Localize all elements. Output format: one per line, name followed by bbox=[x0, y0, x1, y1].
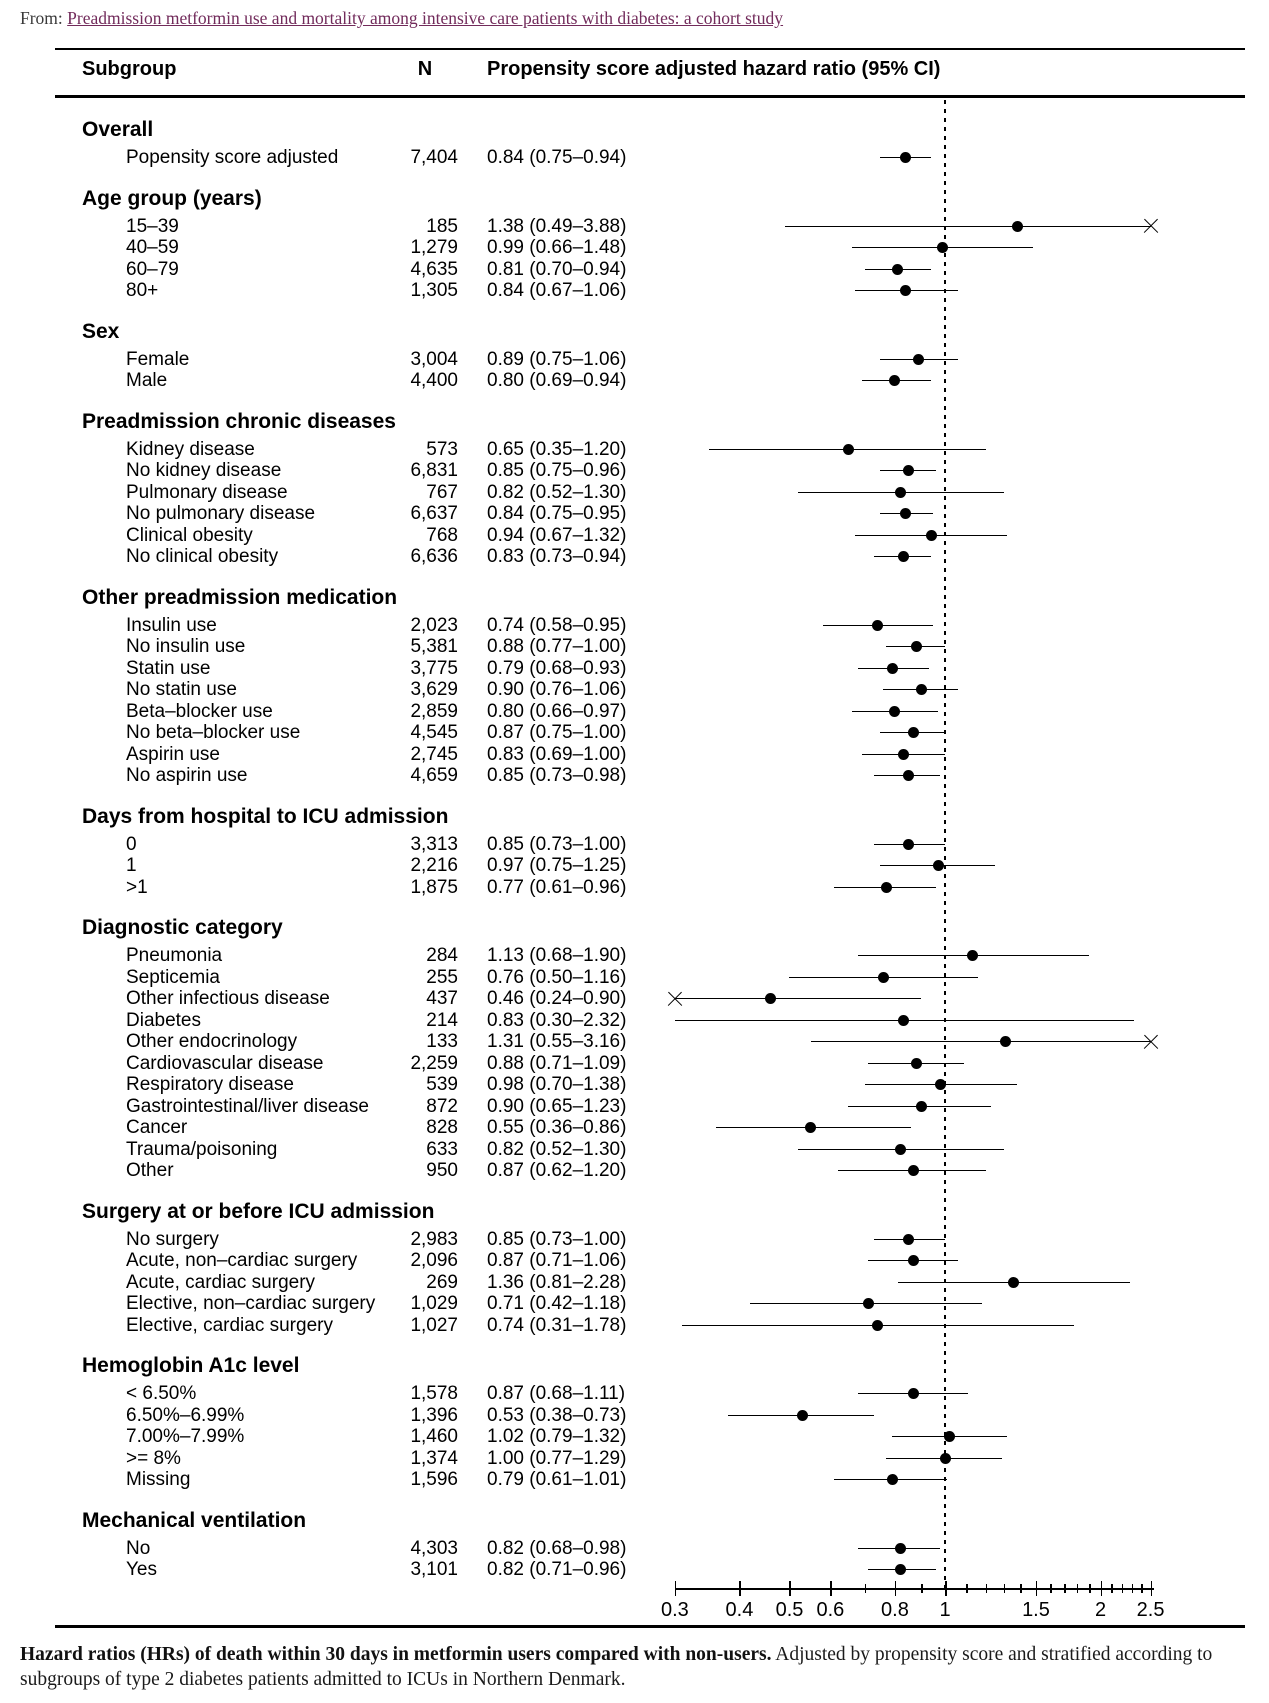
row-label: Pulmonary disease bbox=[126, 481, 288, 503]
row-label: >= 8% bbox=[126, 1447, 181, 1469]
forest-row bbox=[0, 237, 1269, 259]
point-estimate-dot bbox=[900, 508, 911, 519]
point-estimate-dot bbox=[898, 551, 909, 562]
forest-row bbox=[0, 1293, 1269, 1315]
point-estimate-dot bbox=[937, 242, 948, 253]
forest-row bbox=[0, 1272, 1269, 1294]
forest-row bbox=[0, 439, 1269, 461]
row-hr-ci-text: 0.90 (0.76–1.06) bbox=[487, 679, 627, 700]
axis-minor-tick bbox=[1064, 1584, 1066, 1593]
row-n-value: 1,027 bbox=[410, 1314, 458, 1336]
point-estimate-dot bbox=[895, 487, 906, 498]
forest-row bbox=[0, 216, 1269, 238]
row-label: No surgery bbox=[126, 1228, 219, 1250]
truncation-x-icon bbox=[1143, 1034, 1158, 1049]
section-header: Other preadmission medication bbox=[82, 585, 398, 609]
axis-tick bbox=[895, 1581, 897, 1596]
row-label: 15–39 bbox=[126, 215, 179, 237]
axis-minor-tick bbox=[986, 1584, 988, 1593]
row-label: Statin use bbox=[126, 657, 211, 679]
axis-tick bbox=[1151, 1581, 1153, 1596]
point-estimate-dot bbox=[908, 1255, 919, 1266]
row-n-value: 3,313 bbox=[410, 833, 458, 855]
row-n-value: 2,859 bbox=[410, 700, 458, 722]
point-estimate-dot bbox=[940, 1453, 951, 1464]
row-hr-ci-text: 0.84 (0.75–0.94) bbox=[487, 147, 627, 168]
point-estimate-dot bbox=[1000, 1036, 1011, 1047]
row-label: Acute, cardiac surgery bbox=[126, 1271, 316, 1293]
point-estimate-dot bbox=[872, 1320, 883, 1331]
row-label: 80+ bbox=[126, 280, 159, 301]
point-estimate-dot bbox=[887, 663, 898, 674]
forest-row bbox=[0, 722, 1269, 744]
row-n-value: 2,259 bbox=[410, 1052, 458, 1074]
point-estimate-dot bbox=[765, 993, 776, 1004]
row-label: Cardiovascular disease bbox=[126, 1052, 324, 1074]
axis-minor-tick bbox=[1111, 1584, 1113, 1593]
header-rule bbox=[55, 95, 1245, 98]
axis-tick-label: 0.3 bbox=[660, 1599, 689, 1621]
row-n-value: 1,460 bbox=[410, 1426, 458, 1447]
section-header: Overall bbox=[82, 118, 154, 141]
forest-row bbox=[0, 765, 1269, 787]
axis-tick-label: 2 bbox=[1094, 1599, 1107, 1621]
forest-row bbox=[0, 482, 1269, 504]
row-n-value: 437 bbox=[426, 988, 458, 1009]
row-n-value: 2,023 bbox=[410, 614, 458, 636]
row-hr-ci-text: 0.81 (0.70–0.94) bbox=[487, 258, 627, 280]
forest-row bbox=[0, 636, 1269, 658]
row-hr-ci-text: 0.82 (0.52–1.30) bbox=[487, 1138, 627, 1160]
axis-minor-tick bbox=[1122, 1584, 1124, 1593]
forest-row bbox=[0, 259, 1269, 281]
section-header: Preadmission chronic diseases bbox=[82, 409, 396, 433]
confidence-interval-line bbox=[811, 1041, 1151, 1042]
row-n-value: 1,875 bbox=[410, 876, 458, 898]
point-estimate-dot bbox=[1012, 221, 1023, 232]
column-header-hazard-ratio: Propensity score adjusted hazard ratio (95% CI) bbox=[487, 58, 941, 80]
point-estimate-dot bbox=[908, 727, 919, 738]
row-label: No bbox=[126, 1537, 151, 1559]
forest-row bbox=[0, 855, 1269, 877]
source-line bbox=[20, 8, 783, 29]
row-label: >1 bbox=[126, 876, 148, 898]
row-label: Gastrointestinal/liver disease bbox=[126, 1095, 369, 1117]
row-n-value: 1,374 bbox=[410, 1447, 458, 1469]
row-n-value: 1,029 bbox=[410, 1293, 458, 1314]
caption-bold: Hazard ratios (HRs) of death within 30 days in metformin users compared with non-users. bbox=[20, 1644, 772, 1665]
point-estimate-dot bbox=[892, 264, 903, 275]
axis-tick-label: 1 bbox=[939, 1599, 951, 1621]
section-header: Surgery at or before ICU admission bbox=[82, 1199, 435, 1223]
axis-minor-tick bbox=[1089, 1584, 1091, 1593]
axis-tick-label: 0.4 bbox=[725, 1599, 754, 1621]
row-n-value: 269 bbox=[426, 1271, 458, 1293]
section-header: Age group (years) bbox=[82, 186, 262, 210]
forest-row bbox=[0, 1250, 1269, 1272]
row-hr-ci-text: 0.77 (0.61–0.96) bbox=[487, 876, 627, 898]
row-label: Other endocrinology bbox=[126, 1031, 298, 1052]
row-hr-ci-text: 0.87 (0.68–1.11) bbox=[487, 1383, 626, 1404]
row-hr-ci-text: 0.83 (0.30–2.32) bbox=[487, 1009, 627, 1031]
row-hr-ci-text: 0.87 (0.71–1.06) bbox=[487, 1250, 627, 1271]
row-label: Kidney disease bbox=[126, 438, 255, 460]
row-hr-ci-text: 0.79 (0.61–1.01) bbox=[487, 1469, 627, 1490]
forest-row bbox=[0, 1448, 1269, 1470]
point-estimate-dot bbox=[895, 1144, 906, 1155]
truncation-x-icon bbox=[667, 991, 682, 1006]
row-hr-ci-text: 0.85 (0.73–0.98) bbox=[487, 765, 627, 786]
point-estimate-dot bbox=[913, 354, 924, 365]
point-estimate-dot bbox=[895, 1564, 906, 1575]
forest-row bbox=[0, 967, 1269, 989]
point-estimate-dot bbox=[903, 770, 914, 781]
row-hr-ci-text: 0.82 (0.68–0.98) bbox=[487, 1537, 627, 1559]
point-estimate-dot bbox=[863, 1298, 874, 1309]
row-label: Missing bbox=[126, 1469, 191, 1490]
row-n-value: 5,381 bbox=[410, 636, 458, 657]
point-estimate-dot bbox=[908, 1165, 919, 1176]
forest-row bbox=[0, 1160, 1269, 1182]
forest-row bbox=[0, 1538, 1269, 1560]
row-n-value: 3,629 bbox=[410, 679, 458, 700]
point-estimate-dot bbox=[797, 1410, 808, 1421]
axis-minor-tick bbox=[865, 1584, 867, 1593]
row-hr-ci-text: 0.84 (0.75–0.95) bbox=[487, 503, 627, 524]
forest-row bbox=[0, 679, 1269, 701]
row-label: No kidney disease bbox=[126, 460, 282, 481]
point-estimate-dot bbox=[903, 1234, 914, 1245]
row-label: Yes bbox=[126, 1559, 157, 1580]
forest-row bbox=[0, 834, 1269, 856]
point-estimate-dot bbox=[944, 1431, 955, 1442]
point-estimate-dot bbox=[898, 1015, 909, 1026]
row-label: Other infectious disease bbox=[126, 988, 330, 1009]
row-n-value: 3,004 bbox=[410, 348, 458, 370]
row-label: Clinical obesity bbox=[126, 524, 253, 546]
row-label: Popensity score adjusted bbox=[126, 147, 339, 168]
row-n-value: 4,545 bbox=[410, 722, 458, 743]
row-hr-ci-text: 0.98 (0.70–1.38) bbox=[487, 1074, 627, 1095]
row-label: Acute, non–cardiac surgery bbox=[126, 1250, 358, 1271]
row-label: 40–59 bbox=[126, 237, 179, 258]
row-n-value: 3,775 bbox=[410, 657, 458, 679]
row-label: Beta–blocker use bbox=[126, 700, 273, 722]
axis-minor-tick bbox=[1020, 1584, 1022, 1593]
row-hr-ci-text: 0.87 (0.62–1.20) bbox=[487, 1160, 627, 1181]
point-estimate-dot bbox=[926, 530, 937, 541]
row-label: Elective, non–cardiac surgery bbox=[126, 1293, 376, 1314]
row-n-value: 2,745 bbox=[410, 743, 458, 765]
point-estimate-dot bbox=[900, 285, 911, 296]
forest-row bbox=[0, 147, 1269, 169]
section-header: Mechanical ventilation bbox=[82, 1508, 307, 1532]
row-n-value: 4,659 bbox=[410, 765, 458, 786]
forest-row bbox=[0, 658, 1269, 680]
section-header: Days from hospital to ICU admission bbox=[82, 804, 449, 828]
row-n-value: 133 bbox=[426, 1031, 458, 1052]
row-label: Respiratory disease bbox=[126, 1074, 294, 1095]
point-estimate-dot bbox=[911, 641, 922, 652]
row-label: Male bbox=[126, 370, 168, 391]
row-hr-ci-text: 0.85 (0.73–1.00) bbox=[487, 1228, 627, 1250]
section-header: Hemoglobin A1c level bbox=[82, 1354, 300, 1377]
confidence-interval-line bbox=[785, 226, 1151, 227]
forest-row bbox=[0, 1139, 1269, 1161]
forest-row bbox=[0, 1315, 1269, 1337]
row-label: No beta–blocker use bbox=[126, 722, 301, 743]
row-n-value: 1,578 bbox=[410, 1383, 458, 1404]
forest-row bbox=[0, 701, 1269, 723]
row-n-value: 768 bbox=[426, 524, 458, 546]
row-label: Aspirin use bbox=[126, 743, 220, 765]
row-label: Septicemia bbox=[126, 966, 220, 988]
axis-tick bbox=[1036, 1581, 1038, 1596]
axis-tick bbox=[1101, 1581, 1103, 1596]
top-rule bbox=[55, 48, 1245, 50]
row-hr-ci-text: 0.83 (0.69–1.00) bbox=[487, 743, 627, 765]
x-axis-line bbox=[675, 1588, 1154, 1590]
point-estimate-dot bbox=[933, 860, 944, 871]
section-header: Diagnostic category bbox=[82, 916, 283, 939]
axis-minor-tick bbox=[1141, 1584, 1143, 1593]
forest-row bbox=[0, 1229, 1269, 1251]
point-estimate-dot bbox=[935, 1079, 946, 1090]
point-estimate-dot bbox=[878, 972, 889, 983]
row-n-value: 950 bbox=[426, 1160, 458, 1181]
forest-row bbox=[0, 1405, 1269, 1427]
row-hr-ci-text: 0.79 (0.68–0.93) bbox=[487, 657, 627, 679]
axis-tick-label: 0.8 bbox=[881, 1599, 909, 1621]
forest-row bbox=[0, 349, 1269, 371]
row-label: 60–79 bbox=[126, 258, 179, 280]
row-n-value: 284 bbox=[426, 945, 458, 966]
row-n-value: 633 bbox=[426, 1138, 458, 1160]
row-hr-ci-text: 0.71 (0.42–1.18) bbox=[487, 1293, 627, 1314]
table-header-row bbox=[0, 58, 1269, 88]
forest-row bbox=[0, 988, 1269, 1010]
forest-row bbox=[0, 1426, 1269, 1448]
row-hr-ci-text: 0.53 (0.38–0.73) bbox=[487, 1404, 627, 1426]
row-n-value: 3,101 bbox=[410, 1559, 458, 1580]
axis-minor-tick bbox=[1077, 1584, 1079, 1593]
row-n-value: 539 bbox=[426, 1074, 458, 1095]
row-label: 0 bbox=[126, 833, 137, 855]
x-axis bbox=[0, 1588, 1269, 1638]
row-hr-ci-text: 1.31 (0.55–3.16) bbox=[487, 1031, 627, 1052]
forest-row bbox=[0, 370, 1269, 392]
row-label: No insulin use bbox=[126, 636, 246, 657]
row-hr-ci-text: 0.74 (0.58–0.95) bbox=[487, 614, 627, 636]
row-label: No aspirin use bbox=[126, 765, 248, 786]
row-hr-ci-text: 0.94 (0.67–1.32) bbox=[487, 524, 627, 546]
forest-row bbox=[0, 460, 1269, 482]
axis-minor-tick bbox=[1132, 1584, 1134, 1593]
point-estimate-dot bbox=[887, 1474, 898, 1485]
axis-minor-tick bbox=[921, 1584, 923, 1593]
row-label: Other bbox=[126, 1160, 174, 1181]
row-hr-ci-text: 0.80 (0.66–0.97) bbox=[487, 700, 627, 722]
axis-tick-label: 1.5 bbox=[1022, 1599, 1050, 1621]
forest-row bbox=[0, 1053, 1269, 1075]
caption-regular: Adjusted by propensity score and stratified according to subgroups of type 2 diabetes patients admitted to ICUs in Northern Denmark. bbox=[20, 1644, 1213, 1690]
forest-plot-body bbox=[0, 100, 1269, 1581]
axis-tick-label: 0.5 bbox=[775, 1599, 804, 1621]
bottom-rule bbox=[55, 1625, 1245, 1628]
column-header-n: N bbox=[417, 58, 433, 80]
axis-minor-tick bbox=[966, 1584, 968, 1593]
confidence-interval-line bbox=[675, 998, 921, 999]
source-prefix: From: bbox=[20, 8, 68, 28]
row-hr-ci-text: 1.36 (0.81–2.28) bbox=[487, 1271, 627, 1293]
row-n-value: 6,636 bbox=[410, 546, 458, 567]
row-n-value: 828 bbox=[426, 1117, 458, 1138]
row-hr-ci-text: 0.88 (0.71–1.09) bbox=[487, 1052, 627, 1074]
row-label: < 6.50% bbox=[126, 1383, 197, 1404]
column-header-subgroup: Subgroup bbox=[82, 58, 177, 80]
row-hr-ci-text: 0.65 (0.35–1.20) bbox=[487, 438, 627, 460]
figure-caption bbox=[20, 1642, 1250, 1692]
row-hr-ci-text: 1.38 (0.49–3.88) bbox=[487, 215, 627, 237]
point-estimate-dot bbox=[916, 684, 927, 695]
row-hr-ci-text: 0.97 (0.75–1.25) bbox=[487, 855, 627, 876]
forest-row bbox=[0, 615, 1269, 637]
row-n-value: 6,637 bbox=[410, 503, 458, 524]
point-estimate-dot bbox=[916, 1101, 927, 1112]
row-hr-ci-text: 0.90 (0.65–1.23) bbox=[487, 1095, 627, 1117]
point-estimate-dot bbox=[908, 1388, 919, 1399]
forest-row bbox=[0, 546, 1269, 568]
row-n-value: 4,400 bbox=[410, 370, 458, 391]
axis-minor-tick bbox=[1050, 1584, 1052, 1593]
forest-row bbox=[0, 1074, 1269, 1096]
point-estimate-dot bbox=[903, 839, 914, 850]
forest-row bbox=[0, 525, 1269, 547]
row-label: No clinical obesity bbox=[126, 546, 279, 567]
point-estimate-dot bbox=[967, 950, 978, 961]
forest-row bbox=[0, 877, 1269, 899]
point-estimate-dot bbox=[898, 749, 909, 760]
row-label: Pneumonia bbox=[126, 945, 223, 966]
source-link[interactable]: Preadmission metformin use and mortality among intensive care patients with diabetes: a cohort study bbox=[67, 8, 784, 28]
row-n-value: 7,404 bbox=[410, 147, 458, 168]
row-hr-ci-text: 0.85 (0.73–1.00) bbox=[487, 833, 627, 855]
point-estimate-dot bbox=[872, 620, 883, 631]
row-label: Insulin use bbox=[126, 614, 217, 636]
point-estimate-dot bbox=[903, 465, 914, 476]
forest-row bbox=[0, 1117, 1269, 1139]
forest-row bbox=[0, 503, 1269, 525]
point-estimate-dot bbox=[895, 1543, 906, 1554]
row-hr-ci-text: 0.82 (0.52–1.30) bbox=[487, 481, 627, 503]
row-label: 6.50%–6.99% bbox=[126, 1404, 245, 1426]
row-label: Diabetes bbox=[126, 1009, 201, 1031]
row-n-value: 767 bbox=[426, 481, 458, 503]
axis-tick-label: 2.5 bbox=[1136, 1599, 1165, 1621]
row-label: Elective, cardiac surgery bbox=[126, 1314, 333, 1336]
row-n-value: 6,831 bbox=[410, 460, 458, 481]
row-n-value: 2,216 bbox=[410, 855, 458, 876]
row-n-value: 1,596 bbox=[410, 1469, 458, 1490]
axis-tick bbox=[739, 1581, 741, 1596]
row-hr-ci-text: 0.74 (0.31–1.78) bbox=[487, 1314, 627, 1336]
row-hr-ci-text: 0.99 (0.66–1.48) bbox=[487, 237, 627, 258]
point-estimate-dot bbox=[1008, 1277, 1019, 1288]
row-n-value: 255 bbox=[426, 966, 458, 988]
row-label: 7.00%–7.99% bbox=[126, 1426, 245, 1447]
row-n-value: 2,096 bbox=[410, 1250, 458, 1271]
forest-row bbox=[0, 1469, 1269, 1491]
truncation-x-icon bbox=[1143, 219, 1158, 234]
row-hr-ci-text: 0.76 (0.50–1.16) bbox=[487, 966, 627, 988]
forest-row bbox=[0, 945, 1269, 967]
forest-row bbox=[0, 1559, 1269, 1581]
forest-row bbox=[0, 1096, 1269, 1118]
row-n-value: 2,983 bbox=[410, 1228, 458, 1250]
point-estimate-dot bbox=[911, 1058, 922, 1069]
axis-tick bbox=[675, 1581, 677, 1596]
point-estimate-dot bbox=[843, 444, 854, 455]
point-estimate-dot bbox=[805, 1122, 816, 1133]
axis-tick bbox=[945, 1581, 947, 1596]
row-hr-ci-text: 1.13 (0.68–1.90) bbox=[487, 945, 627, 966]
row-n-value: 872 bbox=[426, 1095, 458, 1117]
row-hr-ci-text: 0.82 (0.71–0.96) bbox=[487, 1559, 627, 1580]
row-n-value: 185 bbox=[426, 215, 458, 237]
axis-tick bbox=[789, 1581, 791, 1596]
forest-row bbox=[0, 1031, 1269, 1053]
row-n-value: 1,305 bbox=[410, 280, 458, 301]
axis-minor-tick bbox=[1004, 1584, 1006, 1593]
row-n-value: 573 bbox=[426, 438, 458, 460]
forest-row bbox=[0, 1010, 1269, 1032]
row-label: 1 bbox=[126, 855, 137, 876]
point-estimate-dot bbox=[881, 882, 892, 893]
forest-row bbox=[0, 1383, 1269, 1405]
row-hr-ci-text: 1.02 (0.79–1.32) bbox=[487, 1426, 627, 1447]
row-n-value: 1,396 bbox=[410, 1404, 458, 1426]
row-hr-ci-text: 0.83 (0.73–0.94) bbox=[487, 546, 627, 567]
point-estimate-dot bbox=[889, 706, 900, 717]
forest-row bbox=[0, 744, 1269, 766]
row-hr-ci-text: 0.46 (0.24–0.90) bbox=[487, 988, 627, 1009]
section-header: Sex bbox=[82, 319, 120, 343]
point-estimate-dot bbox=[900, 152, 911, 163]
row-hr-ci-text: 0.55 (0.36–0.86) bbox=[487, 1117, 627, 1138]
row-n-value: 4,635 bbox=[410, 258, 458, 280]
row-n-value: 214 bbox=[426, 1009, 458, 1031]
row-hr-ci-text: 0.88 (0.77–1.00) bbox=[487, 636, 627, 657]
row-label: Cancer bbox=[126, 1117, 188, 1138]
axis-tick-label: 0.6 bbox=[816, 1599, 845, 1621]
row-label: Trauma/poisoning bbox=[126, 1138, 278, 1160]
row-hr-ci-text: 0.85 (0.75–0.96) bbox=[487, 460, 627, 481]
row-label: Female bbox=[126, 348, 190, 370]
row-hr-ci-text: 0.89 (0.75–1.06) bbox=[487, 348, 627, 370]
row-hr-ci-text: 1.00 (0.77–1.29) bbox=[487, 1447, 627, 1469]
row-hr-ci-text: 0.84 (0.67–1.06) bbox=[487, 280, 627, 301]
row-n-value: 4,303 bbox=[410, 1537, 458, 1559]
axis-tick bbox=[830, 1581, 832, 1596]
row-n-value: 1,279 bbox=[410, 237, 458, 258]
row-label: No pulmonary disease bbox=[126, 503, 316, 524]
point-estimate-dot bbox=[889, 375, 900, 386]
row-hr-ci-text: 0.80 (0.69–0.94) bbox=[487, 370, 627, 391]
row-label: No statin use bbox=[126, 679, 237, 700]
forest-row bbox=[0, 280, 1269, 302]
row-hr-ci-text: 0.87 (0.75–1.00) bbox=[487, 722, 627, 743]
